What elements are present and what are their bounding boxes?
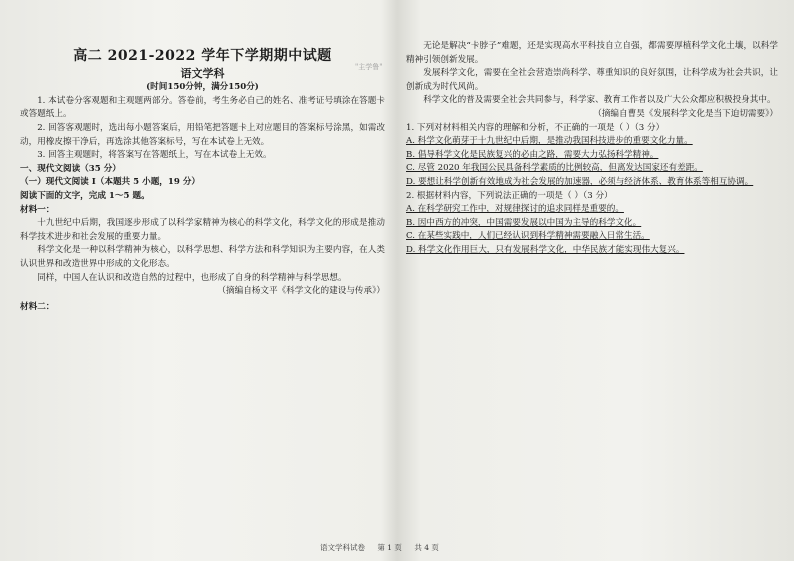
page-footer <box>320 542 449 553</box>
footer-label: 语文学科试卷 <box>320 543 365 552</box>
footer-total: 共 4 页 <box>414 543 439 552</box>
q2-option-c: C. 在某些实践中，人们已经认识到科学精神需要融入日常生活。 <box>406 231 650 242</box>
material-two-label: 材料二： <box>20 301 55 312</box>
material-one-paragraph: 科学文化是一种以科学精神为核心，以科学思想、科学方法和科学知识为主要内容，在人类认识世界和改造世界中形成的文化形态。 <box>20 245 385 269</box>
subject-title: 语文学科 <box>180 66 225 80</box>
q1-option-b: B. 倡导科学文化是民族复兴的必由之路，需要大力弘扬科学精神。 <box>406 149 659 160</box>
right-paragraph: 发展科学文化，需要在全社会营造崇尚科学、尊重知识的良好氛围，让科学成为社会共识，让创新成为时代风尚。 <box>406 68 778 92</box>
right-column <box>406 0 778 561</box>
footer-page: 第 1 页 <box>377 543 402 552</box>
material-one-label: 材料一： <box>20 204 55 215</box>
q2-option-b: B. 因中西方的冲突，中国需要发展以中国为主导的科学文化。 <box>406 217 642 228</box>
section-one-heading: 一、现代文阅读（35 分） <box>20 163 121 174</box>
q2-option-a: A. 在科学研究工作中，对规律探讨的追求同样是重要的。 <box>406 204 624 215</box>
question-1: 1. 下列对材料相关内容的理解和分析，不正确的一项是（ ）（3 分） <box>406 122 665 133</box>
question-2: 2. 根据材料内容，下列说法正确的一项是（ ）（3 分） <box>406 190 613 201</box>
material-one-paragraph: 同样，中国人在认识和改造自然的过程中，也形成了自身的科学精神与科学思想。 <box>37 272 347 283</box>
q1-option-c: C. 尽管 2020 年我国公民具备科学素质的比例较高，但离发达国家还有差距。 <box>406 163 703 174</box>
side-stamp-mark: "主学鲁" <box>355 63 383 71</box>
right-source: （摘编自曹昊《发展科学文化是当下迫切需要》） <box>593 108 778 119</box>
q2-option-d: D. 科学文化作用巨大，只有发展科学文化，中华民族才能实现伟大复兴。 <box>406 244 685 255</box>
material-one-source: （摘编自杨文平《科学文化的建设与传承》） <box>217 286 385 297</box>
q1-option-a: A. 科学文化萌芽于十九世纪中后期，是推动我国科技进步的重要文化力量。 <box>406 136 693 147</box>
right-paragraph: 科学文化的普及需要全社会共同参与，科学家、教育工作者以及广大公众都应积极投身其中。 <box>423 95 776 106</box>
q1-option-d: D. 要想让科学创新有效地成为社会发展的加速器，必须与经济体系、教育体系等相互协调。 <box>406 176 754 187</box>
right-paragraph: 无论是解决“卡脖子”难题，还是实现高水平科技自立自强，都需要厚植科学文化土壤，以科学精神引领创新发展。 <box>406 41 778 65</box>
reading-prompt: 阅读下面的文字，完成 1～5 题。 <box>20 190 150 201</box>
left-column <box>20 0 385 561</box>
subsection-one-heading: （一）现代文阅读 I（本题共 5 小题，19 分） <box>20 177 201 188</box>
instruction-1: 1. 本试卷分客观题和主观题两部分。答卷前，考生务必自己的姓名、准考证号填涂在答题卡或答题纸上。 <box>20 95 385 120</box>
material-one-paragraph: 十九世纪中后期，我国逐步形成了以科学家精神为核心的科学文化，科学文化的形成是推动科学技术进步和社会发展的重要力量。 <box>20 218 385 242</box>
instruction-3: 3. 回答主观题时，将答案写在答题纸上，写在本试卷上无效。 <box>37 150 272 161</box>
instruction-2: 2. 回答客观题时，选出每小题答案后，用铅笔把答题卡上对应题目的答案标号涂黑，如需改动，用橡皮擦干净后，再选涂其他答案标号，写在本试卷上无效。 <box>20 122 385 147</box>
time-info: (时间150分钟，满分150分) <box>146 82 259 93</box>
exam-title: 高二 2021-2022 学年下学期期中试题 <box>73 48 332 64</box>
